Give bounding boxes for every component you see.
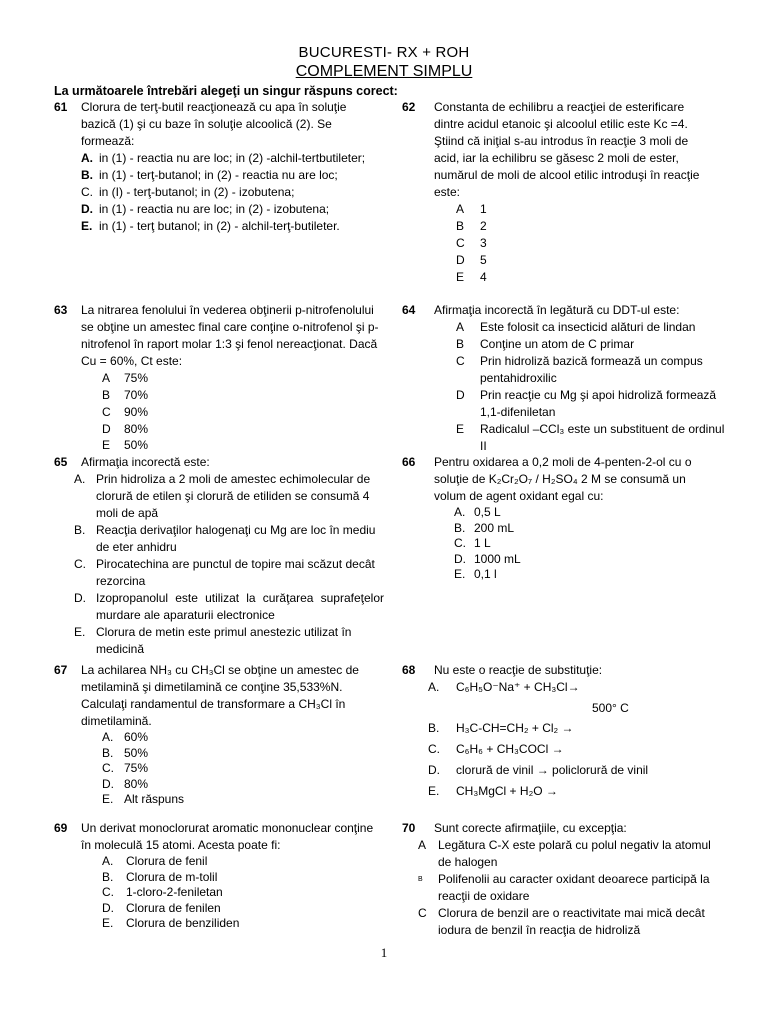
option-list bbox=[402, 679, 722, 800]
option-e: E 4 bbox=[456, 270, 487, 284]
option-d: D. Clorura de fenilen bbox=[102, 900, 221, 915]
option-a: A Legătura C-X este polară cu polul negativ la atomul de halogen bbox=[418, 838, 711, 869]
option-e: E. Alt răspuns bbox=[102, 792, 185, 806]
question-70 bbox=[402, 820, 720, 939]
question-stem: Sunt corecte afirmaţiile, cu excepţia: bbox=[434, 821, 627, 835]
question-67 bbox=[54, 662, 384, 808]
option-d: D. 1000 mL bbox=[454, 551, 521, 566]
question-63 bbox=[54, 302, 384, 452]
option-d: D. 80% bbox=[102, 776, 149, 791]
option-e: E. 0,1 l bbox=[454, 567, 497, 581]
option-d: D. in (1) - reactia nu are loc; in (2) - izobutena; bbox=[81, 202, 330, 216]
question-stem: La nitrarea fenolului în vederea obţinerii p-nitrofenolului se obţine un amestec final care conţine o-nitrofenol şi p-nitrofenol în raport molar 1:3 şi fenol nereacţionat. Dacă Cu = 60%, Ct este: bbox=[81, 303, 379, 368]
option-c: C. in (I) - terţ-butanol; in (2) - izobutena; bbox=[81, 185, 295, 199]
question-number: 65 bbox=[54, 455, 68, 469]
option-e: E. Clorura de benziliden bbox=[102, 916, 240, 930]
option-e: E 50% bbox=[102, 438, 149, 452]
option-e: E. Clorura de metin este primul anestezic utilizat în medicină bbox=[74, 625, 352, 656]
option-a: A 75% bbox=[102, 371, 149, 385]
question-64 bbox=[402, 302, 726, 455]
option-c: C Prin hidroliză bazică formează un compus pentahidroxilic bbox=[456, 354, 703, 385]
option-d: D. Izopropanolul este utilizat la curăţarea suprafeţelor murdare ale aparaturii electronice bbox=[74, 591, 384, 622]
question-number: 69 bbox=[54, 821, 68, 835]
option-c: C Clorura de benzil are o reactivitate mai mică decât iodura de benzil în reacţia de hidroliză bbox=[418, 906, 705, 937]
option-a: A 1 bbox=[456, 202, 487, 216]
option-d: D Prin reacţie cu Mg şi apoi hidroliză formează 1,1-difeniletan bbox=[456, 388, 717, 419]
question-number: 67 bbox=[54, 663, 68, 677]
question-stem: Nu este o reacţie de substituţie: bbox=[434, 663, 603, 677]
option-c: C. C₆H₆ + CH₃COCl → bbox=[428, 742, 564, 756]
option-a: A. 60% bbox=[102, 730, 149, 744]
option-d: D 80% bbox=[102, 422, 149, 436]
question-61 bbox=[54, 99, 384, 235]
question-number: 62 bbox=[402, 100, 416, 114]
option-c: C. 1 L bbox=[454, 536, 491, 550]
option-b: B 2 bbox=[456, 219, 487, 233]
question-number: 63 bbox=[54, 303, 68, 317]
question-number: 64 bbox=[402, 303, 416, 317]
option-b: B 70% bbox=[102, 388, 149, 402]
option-a: A. Clorura de fenil bbox=[102, 854, 208, 868]
option-list bbox=[402, 505, 718, 583]
option-b: B. H₃C-CH=CH₂ + Cl₂ → bbox=[428, 721, 574, 735]
instruction-text: La următoarele întrebări alegeţi un singur răspuns corect: bbox=[54, 84, 398, 98]
option-b: B Polifenolii au caracter oxidant deoarece participă la reacţii de oxidare bbox=[418, 872, 710, 903]
option-a: A Este folosit ca insecticid alături de lindan bbox=[456, 320, 696, 334]
option-list bbox=[402, 201, 716, 286]
question-number: 70 bbox=[402, 821, 416, 835]
question-stem: Afirmaţia incorectă în legătură cu DDT-ul este: bbox=[434, 303, 680, 317]
option-list bbox=[54, 150, 384, 235]
option-list bbox=[54, 471, 384, 658]
question-stem: Afirmaţia incorectă este: bbox=[81, 455, 210, 469]
option-b: B. Reacţia derivaţilor halogenaţi cu Mg are loc în mediu de eter anhidru bbox=[74, 523, 376, 554]
option-a: A. 0,5 L bbox=[454, 505, 501, 519]
question-66 bbox=[402, 454, 718, 583]
option-c: C 3 bbox=[456, 236, 487, 250]
option-b: B. Clorura de m-tolil bbox=[102, 869, 218, 884]
option-a: A. Prin hidroliza a 2 moli de amestec echimolecular de clorură de etilen şi clorură de etiliden se consumă 4 moli de apă bbox=[74, 472, 371, 520]
option-list bbox=[402, 319, 726, 455]
option-e: E Radicalul –CCl₃ este un substituent de ordinul II bbox=[456, 422, 725, 453]
option-a: A. C₆H₅O⁻Na⁺ + CH₃Cl→ bbox=[428, 680, 580, 694]
question-stem: Pentru oxidarea a 0,2 moli de 4-penten-2-ol cu o soluţie de K₂Cr₂O₇ / H₂SO₄ 2 M se consumă un volum de agent oxidant egal cu: bbox=[434, 455, 692, 503]
question-stem: Un derivat monoclorurat aromatic mononuclear conţine în moleculă 15 atomi. Acesta poate fi: bbox=[81, 821, 374, 852]
question-stem: Constanta de echilibru a reacţiei de esterificare dintre acidul etanoic şi alcoolul etilic este Kc =4. Ştiind că iniţial s-au introdus în reacţie 3 moli de acid, iar la echilibru se găsesc 2 moli de ester, numărul de moli de alcool etilic introduşi în reacţie este: bbox=[434, 100, 700, 199]
page-number: 1 bbox=[380, 945, 388, 960]
option-d: D. clorură de vinil → policlorură de vinil bbox=[428, 763, 649, 777]
option-c: C. Pirocatechina are punctul de topire mai scăzut decât rezorcina bbox=[74, 557, 375, 588]
temperature-label: 500° C bbox=[592, 701, 629, 715]
option-list bbox=[54, 854, 384, 932]
document-subtitle: COMPLEMENT SIMPLU bbox=[295, 63, 473, 80]
option-b: B. 50% bbox=[102, 745, 149, 760]
option-a: A. in (1) - reactia nu are loc; in (2) -alchil-tertbutileter; bbox=[81, 151, 366, 165]
option-c: C. 1-cloro-2-feniletan bbox=[102, 885, 223, 899]
question-number: 61 bbox=[54, 100, 68, 114]
option-c: C. 75% bbox=[102, 761, 149, 775]
option-e: E. CH₃MgCl + H₂O → bbox=[428, 784, 558, 798]
option-e: E. in (1) - terţ butanol; in (2) - alchil-terţ-butileter. bbox=[81, 219, 340, 233]
option-list bbox=[54, 370, 384, 452]
option-list bbox=[402, 837, 720, 939]
question-62 bbox=[402, 99, 716, 286]
option-b: B Conţine un atom de C primar bbox=[456, 337, 635, 351]
option-d: D 5 bbox=[456, 253, 487, 267]
option-b: B. in (1) - terţ-butanol; in (2) - reactia nu are loc; bbox=[81, 168, 338, 182]
question-68 bbox=[402, 662, 722, 800]
question-65 bbox=[54, 454, 384, 658]
question-69 bbox=[54, 820, 384, 932]
question-stem: La achilarea NH₃ cu CH₃Cl se obţine un amestec de metilamină şi dimetilamină ce conţine 35,533%N. Calculaţi randamentul de transformare a CH₃Cl în dimetilamină. bbox=[81, 663, 359, 728]
option-c: C 90% bbox=[102, 405, 149, 419]
document-title: BUCURESTI- RX + ROH bbox=[298, 44, 470, 61]
question-number: 68 bbox=[402, 663, 416, 677]
option-list bbox=[54, 730, 384, 808]
question-stem: Clorura de terţ-butil reacţionează cu apa în soluţie bazică (1) şi cu baze în soluţie alcoolică (2). Se formează: bbox=[81, 100, 347, 148]
question-number: 66 bbox=[402, 455, 416, 469]
option-b: B. 200 mL bbox=[454, 520, 515, 535]
